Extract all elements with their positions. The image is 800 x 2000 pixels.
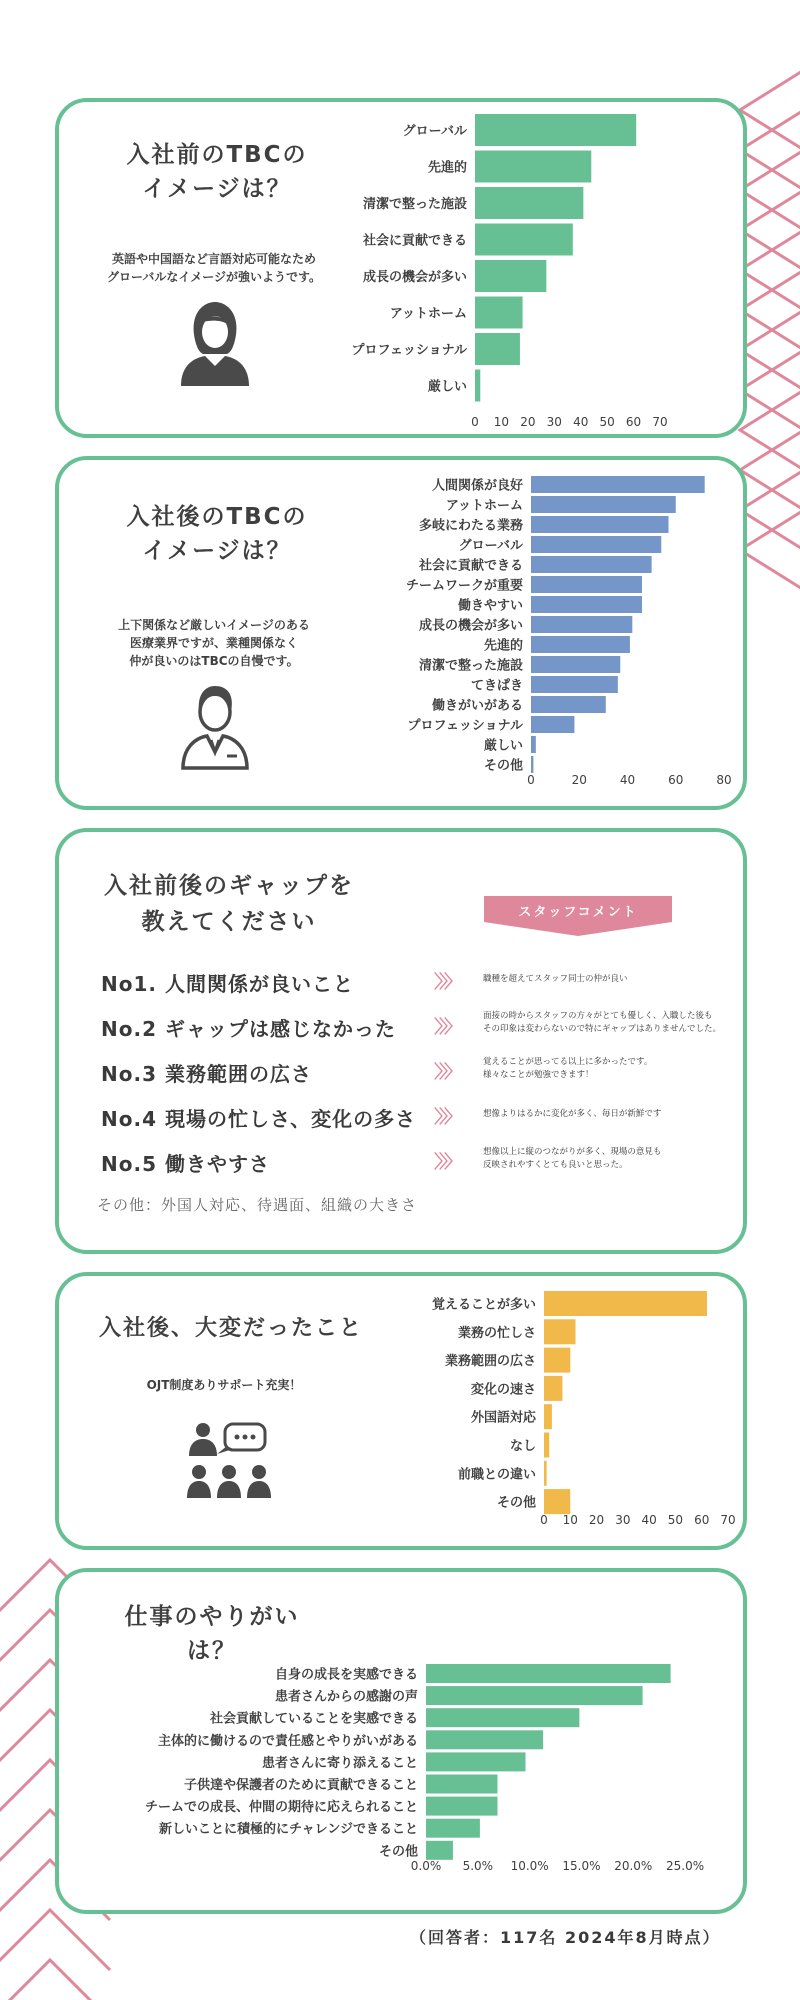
tick-label: 10 <box>493 415 510 429</box>
bar <box>426 1708 579 1727</box>
tick-label: 50 <box>599 415 615 429</box>
bar <box>426 1819 480 1838</box>
gap-item-1: No1. 人間関係が良いこと <box>101 972 354 996</box>
gap-item-3: No.3 業務範囲の広さ <box>101 1062 312 1086</box>
tick-label: 40 <box>641 1513 657 1527</box>
chevron-decor <box>0 1960 110 2000</box>
gap-others: その他：外国人対応、待遇面、組織の大きさ <box>97 1196 418 1214</box>
tick-label: 20.0% <box>614 1859 653 1873</box>
chevron-decor <box>0 1910 110 1970</box>
category-label: 変化の速さ <box>470 1382 536 1398</box>
category-label: てきぱき <box>470 678 523 694</box>
bar <box>426 1797 498 1816</box>
category-label: 外国語対応 <box>470 1410 536 1426</box>
category-label: プロフェッショナル <box>407 718 523 734</box>
gap-comment-5-line2: 反映されやすくとても良いと思った。 <box>483 1160 628 1170</box>
tick-label: 40 <box>573 415 589 429</box>
category-label: 社会貢献していることを実感できる <box>209 1711 418 1727</box>
tick-label: 30 <box>546 415 562 429</box>
tick-label: 0.0% <box>410 1859 442 1873</box>
tick-label: 70 <box>652 415 668 429</box>
category-label: チームワークが重要 <box>405 578 523 594</box>
category-label: 清潔で整った施設 <box>418 658 523 674</box>
category-label: 社会に貢献できる <box>418 558 523 574</box>
category-label: その他 <box>378 1844 418 1860</box>
bar <box>426 1664 671 1683</box>
bar <box>426 1730 543 1749</box>
bar <box>426 1775 498 1794</box>
category-label: チームでの成長、仲間の期待に応えられること <box>144 1800 418 1816</box>
category-label: プロフェッショナル <box>351 343 467 358</box>
category-label: 厳しい <box>483 738 523 754</box>
category-label: 業務の忙しさ <box>457 1325 536 1341</box>
chevrons-icon: 〉〉〉 <box>434 972 458 993</box>
tick-label: 10.0% <box>510 1859 549 1873</box>
after-note-line2: 医療業界ですが、業種関係なく <box>129 636 298 650</box>
category-label: その他 <box>496 1495 536 1511</box>
category-label: 成長の機会が多い <box>418 618 523 634</box>
category-label: アットホーム <box>445 498 523 514</box>
gap-comment-2-line1: 面接の時からスタッフの方々がとても優しく、入職した後も <box>483 1011 713 1021</box>
tick-label: 20 <box>571 773 587 787</box>
gap-comment-3-line1: 覚えることが思ってる以上に多かったです。 <box>483 1057 653 1067</box>
tick-label: 20 <box>520 415 536 429</box>
category-label: なし <box>509 1439 536 1454</box>
chevrons-icon: 〉〉〉 <box>434 1152 458 1173</box>
chevrons-icon: 〉〉〉 <box>434 1107 458 1128</box>
tick-label: 20 <box>588 1513 605 1527</box>
bar <box>426 1841 453 1860</box>
gap-comment-5-line1: 想像以上に縦のつながりが多く、現場の意見も <box>483 1147 662 1157</box>
category-label: グローバル <box>402 124 467 139</box>
after-note-line3: 仲が良いのはTBCの自慢です。 <box>129 654 299 668</box>
chevrons-icon: 〉〉〉 <box>434 1017 458 1038</box>
category-label: 新しいことに積極的にチャレンジできること <box>159 1822 418 1838</box>
tick-label: 15.0% <box>562 1859 601 1873</box>
category-label: 成長の機会が多い <box>362 270 467 285</box>
gap-comment-1-line1: 職種を超えてスタッフ同士の仲が良い <box>483 974 628 984</box>
category-label: 働きがいがある <box>431 698 523 714</box>
tick-label: 60 <box>694 1513 710 1527</box>
category-label: 患者さんに寄り添えること <box>261 1755 418 1771</box>
card-reward <box>55 1568 747 1914</box>
before-note-line2: グローバルなイメージが強いようです。 <box>106 270 322 284</box>
category-label: 先進的 <box>427 160 467 176</box>
category-label: 覚えることが多い <box>431 1297 536 1313</box>
tick-label: 50 <box>667 1513 684 1527</box>
before-title-line1: 入社前のTBCの <box>126 142 308 168</box>
tick-label: 10 <box>562 1513 578 1527</box>
tick-label: 40 <box>619 773 636 787</box>
category-label: 先進的 <box>483 638 523 654</box>
chevrons-icon: 〉〉〉 <box>434 1062 458 1083</box>
category-label: 人間関係が良好 <box>431 478 523 494</box>
after-note-line1: 上下関係など厳しいイメージのある <box>118 618 310 632</box>
after-title-line2: イメージは？ <box>142 538 292 564</box>
gap-title-line1: 入社前後のギャップを <box>104 873 354 899</box>
chart-reward <box>4 4 800 1904</box>
tick-label: 0 <box>540 1513 548 1527</box>
tick-label: 60 <box>625 415 642 429</box>
staff-comment-label: スタッフコメント <box>518 905 638 920</box>
hard-note: OJT制度ありサポート充実！ <box>146 1378 302 1392</box>
category-label: 業務範囲の広さ <box>444 1354 536 1370</box>
gap-item-2: No.2 ギャップは感じなかった <box>101 1017 396 1041</box>
tick-label: 30 <box>615 1513 631 1527</box>
category-label: 厳しい <box>427 379 467 395</box>
tick-label: 25.0% <box>666 1859 705 1873</box>
gap-comment-4-line1: 想像よりはるかに変化が多く、毎日が新鮮です <box>483 1109 662 1119</box>
hard-title: 入社後、大変だったこと <box>98 1316 363 1341</box>
bar <box>426 1686 643 1705</box>
gap-item-4: No.4 現場の忙しさ、変化の多さ <box>101 1107 417 1131</box>
respondent-footnote: （回答者：117名 2024年8月時点） <box>410 1928 721 1947</box>
category-label: その他 <box>483 758 523 774</box>
tick-label: 5.0% <box>462 1859 494 1873</box>
after-title-line1: 入社後のTBCの <box>126 504 308 530</box>
category-label: 主体的に働けるので責任感とやりがいがある <box>157 1733 418 1749</box>
tick-label: 70 <box>720 1513 736 1527</box>
category-label: アットホーム <box>389 306 467 322</box>
gap-comment-3-line2: 様々なことが勉強できます！ <box>483 1070 594 1080</box>
tick-label: 80 <box>716 773 732 787</box>
category-label: 働きやすい <box>457 598 523 614</box>
category-label: 自身の成長を実感できる <box>274 1667 418 1683</box>
category-label: 社会に貢献できる <box>362 233 467 249</box>
before-title-line2: イメージは？ <box>142 176 292 202</box>
gap-item-5: No.5 働きやすさ <box>101 1152 270 1176</box>
before-note-line1: 英語や中国語など言語対応可能なため <box>111 252 316 266</box>
tick-label: 0 <box>471 415 479 429</box>
gap-comment-2-line2: その印象は変わらないので特にギャップはありませんでした。 <box>483 1024 722 1034</box>
category-label: グローバル <box>458 538 523 554</box>
category-label: 多岐にわたる業務 <box>418 518 523 534</box>
tick-label: 60 <box>668 773 684 787</box>
category-label: 子供達や保護者のために貢献できること <box>183 1778 418 1793</box>
gap-title-line2: 教えてください <box>141 909 317 935</box>
reward-title: 仕事のやりがいは？ <box>124 1604 300 1664</box>
category-label: 患者さんからの感謝の声 <box>274 1689 418 1705</box>
category-label: 清潔で整った施設 <box>362 197 467 212</box>
tick-label: 0 <box>527 773 535 787</box>
bar <box>426 1752 525 1771</box>
category-label: 前職との違い <box>457 1467 536 1483</box>
